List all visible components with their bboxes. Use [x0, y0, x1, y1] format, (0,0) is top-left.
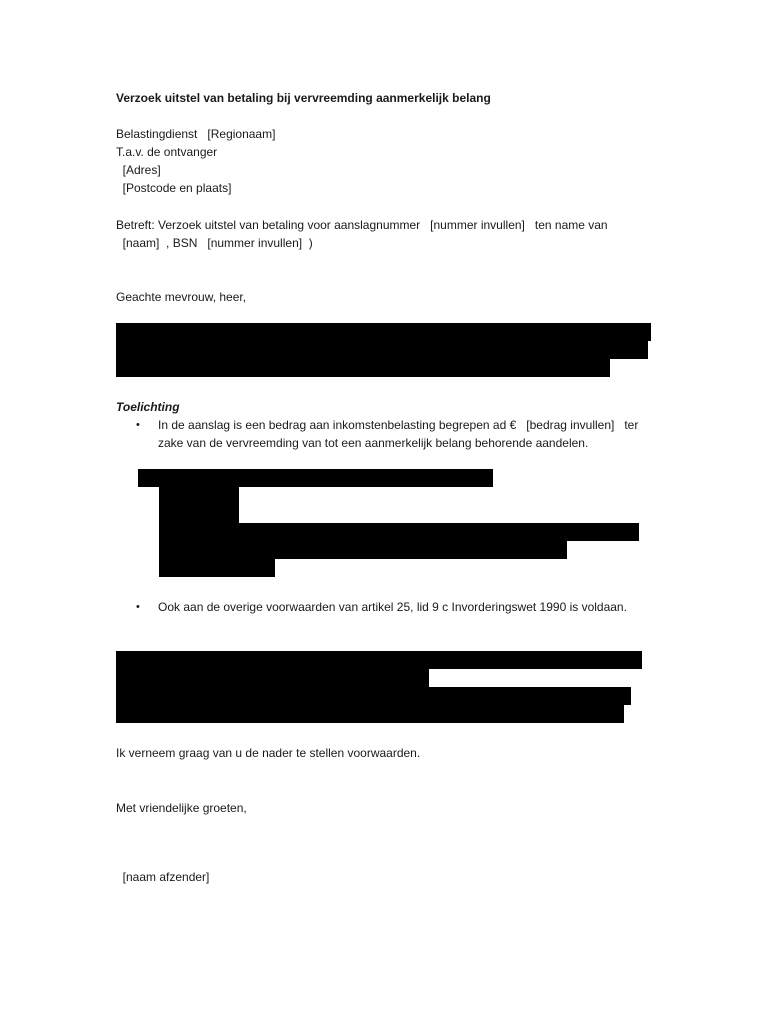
recipient-line-1: Belastingdienst [Regionaam] [116, 127, 276, 141]
subject-line-2: [naam] , BSN [nummer invullen] ) [116, 236, 313, 250]
redaction-block [159, 505, 239, 523]
bullet-icon: • [136, 419, 140, 431]
bullet-1-line-2: zake van de vervreemding van tot een aanmerkelijk belang behorende aandelen. [158, 436, 589, 450]
bullet-2-text: Ook aan de overige voorwaarden van artikel 25, lid 9 c Invorderingswet 1990 is voldaan. [158, 600, 627, 614]
redaction-block [159, 559, 275, 577]
redaction-block [116, 705, 624, 723]
bullet-1-line-1: In de aanslag is een bedrag aan inkomstenbelasting begrepen ad € [bedrag invullen] ter [158, 418, 639, 432]
recipient-line-4: [Postcode en plaats] [116, 181, 232, 195]
redaction-block [116, 359, 610, 377]
subject-line-1: Betreft: Verzoek uitstel van betaling voor aanslagnummer [nummer invullen] ten name van [116, 218, 608, 232]
closing-request: Ik verneem graag van u de nader te stellen voorwaarden. [116, 746, 421, 760]
redaction-block [116, 669, 429, 687]
redaction-block [159, 541, 567, 559]
salutation: Geachte mevrouw, heer, [116, 290, 247, 304]
redaction-block [138, 469, 493, 487]
redaction-block [159, 487, 239, 505]
document-title: Verzoek uitstel van betaling bij vervreemding aanmerkelijk belang [116, 91, 491, 105]
recipient-line-2: T.a.v. de ontvanger [116, 145, 218, 159]
redaction-block [116, 341, 648, 359]
redaction-block [116, 323, 651, 341]
sender-name: [naam afzender] [116, 870, 210, 884]
redaction-block [116, 687, 631, 705]
redaction-block [159, 523, 639, 541]
greeting: Met vriendelijke groeten, [116, 801, 247, 815]
bullet-icon: • [136, 601, 140, 613]
redaction-block [116, 651, 642, 669]
recipient-line-3: [Adres] [116, 163, 161, 177]
explanation-heading: Toelichting [116, 400, 180, 414]
